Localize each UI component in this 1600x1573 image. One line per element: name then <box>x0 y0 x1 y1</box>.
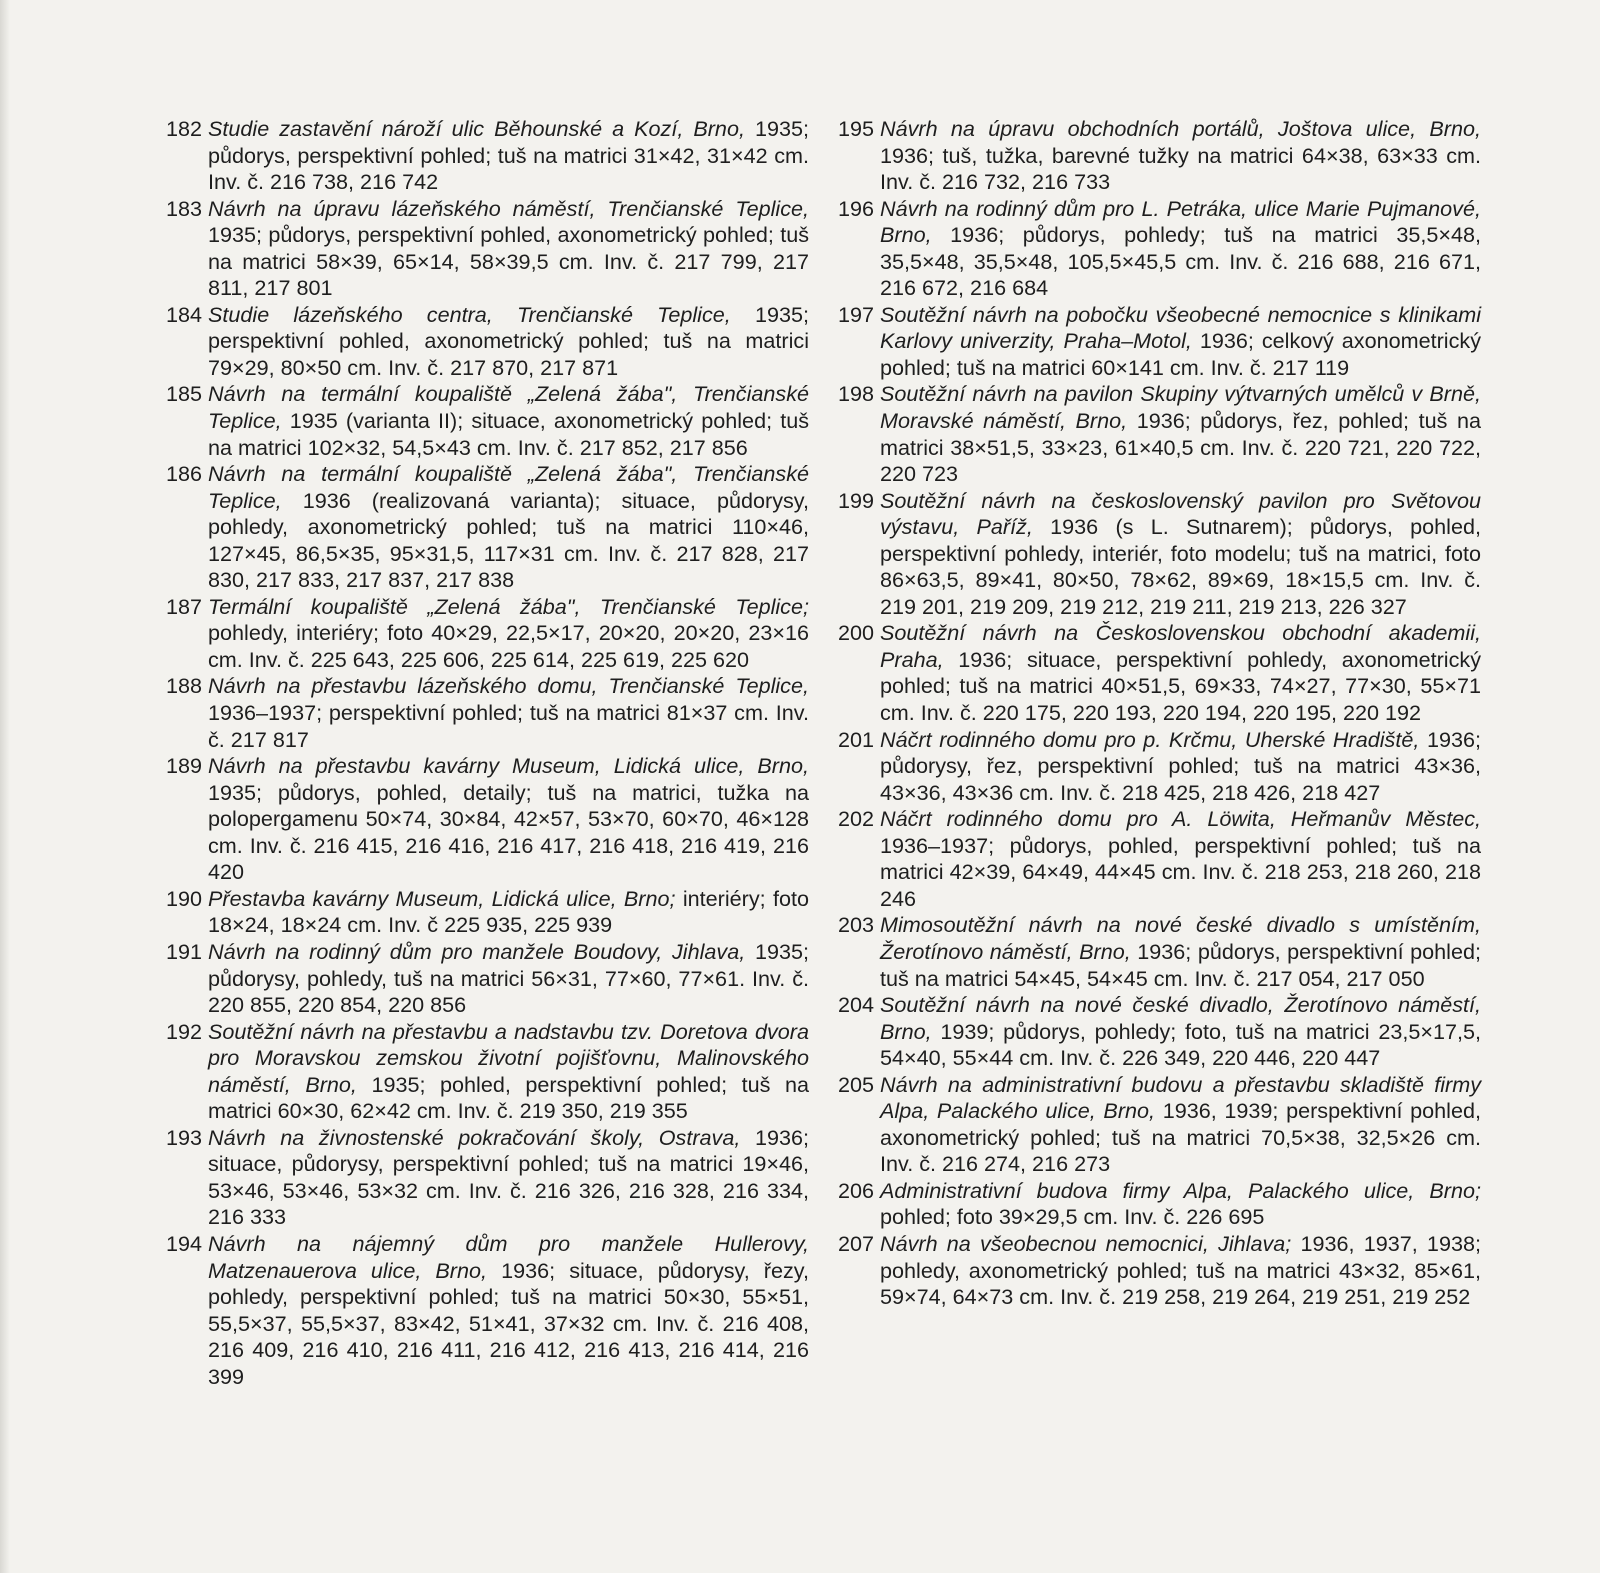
entry-title: Návrh na termální koupaliště „Zelená žába", Trenčianské Teplice, <box>208 461 809 513</box>
entry-title: Studie zastavění nároží ulic Běhounské a Kozí, Brno, <box>208 116 745 141</box>
catalog-entry <box>838 620 1481 726</box>
entry-title: Návrh na úpravu lázeňského náměstí, Trenčianské Teplice, <box>208 195 809 221</box>
entry-title: Návrh na nájemný dům pro manžele Hullerovy, Matzenauerova ulice, Brno, <box>208 1230 809 1283</box>
catalog-entry <box>838 806 1481 912</box>
entry-number: 194 <box>166 1230 203 1256</box>
entry-description: 1935; půdorysy, pohledy, tuš na matrici 56×31, 77×60, 77×61. Inv. č. 220 855, 220 854, 220 856 <box>208 938 809 1018</box>
entry-description: 1936 (realizovaná varianta); situace, půdorysy, pohledy, axonometrický pohled; tuš na matrici 110×46, 127×45, 86,5×35, 95×31,5, 117×31 cm. Inv. č. 217 828, 217 830, 217 833, 217 837, 217 838 <box>208 487 809 593</box>
catalog-column-right <box>838 116 1481 1311</box>
entry-description: 1936; tuš, tužka, barevné tužky na matrici 64×38, 63×33 cm. Inv. č. 216 732, 216 733 <box>880 142 1481 195</box>
catalog-entry <box>838 1072 1481 1178</box>
entry-title: Administrativní budova firmy Alpa, Palackého ulice, Brno; <box>880 1177 1481 1203</box>
catalog-entry <box>838 302 1481 382</box>
entry-title: Návrh na termální koupaliště „Zelená žába", Trenčianské Teplice, <box>208 381 809 434</box>
catalog-entry <box>166 1019 809 1125</box>
entry-title: Soutěžní návrh na Československou obchodní akademii, Praha, <box>880 620 1481 672</box>
entry-description: interiéry; foto 18×24, 18×24 cm. Inv. č 225 935, 225 939 <box>208 885 809 938</box>
catalog-entry <box>838 196 1481 302</box>
entry-title: Termální koupaliště „Zelená žába", Trenčianské Teplice; <box>208 593 809 619</box>
entry-title: Studie lázeňského centra, Trenčianské Teplice, <box>208 301 731 327</box>
catalog-entry <box>838 727 1481 807</box>
entry-number: 186 <box>166 461 203 487</box>
entry-description: 1936; půdorysy, řez, perspektivní pohled; tuš na matrici 43×36, 43×36, 43×36 cm. Inv. č. 218 425, 218 426, 218 427 <box>880 726 1481 805</box>
entry-number: 206 <box>838 1177 875 1203</box>
entry-title: Mimosoutěžní návrh na nové české divadlo s umístěním, Žerotínovo náměstí, Brno, <box>880 912 1481 964</box>
entry-description: pohledy, interiéry; foto 40×29, 22,5×17, 20×20, 20×20, 23×16 cm. Inv. č. 225 643, 225 606, 225 614, 225 619, 225 620 <box>208 620 809 672</box>
entry-title: Návrh na živnostenské pokračování školy, Ostrava, <box>208 1124 741 1150</box>
entry-description: 1936; situace, perspektivní pohledy, axonometrický pohled; tuš na matrici 40×51,5, 69×33, 74×27, 77×30, 55×71 cm. Inv. č. 220 175, 220 193, 220 194, 220 195, 220 192 <box>880 646 1481 726</box>
entry-description: 1936; půdorys, perspektivní pohled; tuš na matrici 54×45, 54×45 cm. Inv. č. 217 054, 217 050 <box>880 938 1481 991</box>
entry-description: 1935; půdorys, perspektivní pohled, axonometrický pohled; tuš na matrici 58×39, 65×14, 58×39,5 cm. Inv. č. 217 799, 217 811, 217 801 <box>208 222 809 301</box>
catalog-entry <box>838 992 1481 1072</box>
entry-number: 203 <box>838 912 875 938</box>
catalog-entry <box>166 461 809 594</box>
entry-description: 1936; situace, půdorysy, řezy, pohledy, perspektivní pohled; tuš na matrici 50×30, 55×51, 55,5×37, 55,5×37, 83×42, 51×41, 37×32 cm. Inv. č. 216 408, 216 409, 216 410, 216 411, 216 412, 216 413, 216 414, 216 399 <box>208 1257 809 1389</box>
catalog-entry <box>838 488 1481 621</box>
entry-description: pohled; foto 39×29,5 cm. Inv. č. 226 695 <box>880 1204 1265 1230</box>
catalog-entry <box>838 116 1481 196</box>
entry-number: 199 <box>838 487 875 513</box>
catalog-entry <box>166 594 809 674</box>
entry-title: Návrh na přestavbu lázeňského domu, Trenčianské Teplice, <box>208 673 809 699</box>
entry-number: 207 <box>838 1230 875 1256</box>
entry-description: 1936; celkový axonometrický pohled; tuš na matrici 60×141 cm. Inv. č. 217 119 <box>880 328 1481 380</box>
entry-description: 1935; perspektivní pohled, axonometrický pohled; tuš na matrici 79×29, 80×50 cm. Inv. č. 217 870, 217 871 <box>208 301 809 380</box>
entry-title: Soutěžní návrh na pavilon Skupiny výtvarných umělců v Brně, Moravské náměstí, Brno, <box>880 381 1481 434</box>
catalog-entry <box>166 753 809 886</box>
entry-number: 183 <box>166 195 203 221</box>
entry-number: 196 <box>838 195 875 221</box>
entry-number: 192 <box>166 1018 203 1044</box>
catalog-entry <box>166 1125 809 1231</box>
entry-number: 197 <box>838 301 875 327</box>
catalog-entry <box>166 196 809 302</box>
entry-description: 1936–1937; půdorys, pohled, perspektivní pohled; tuš na matrici 42×39, 64×49, 44×45 cm. Inv. č. 218 253, 218 260, 218 246 <box>880 832 1481 911</box>
entry-number: 200 <box>838 620 875 646</box>
entry-title: Soutěžní návrh na přestavbu a nadstavbu tzv. Doretova dvora pro Moravskou zemskou životní pojišťovnu, Malinovského náměstí, Brno, <box>208 1018 809 1097</box>
entry-description: 1936; půdorys, řez, pohled; tuš na matrici 38×51,5, 33×23, 61×40,5 cm. Inv. č. 220 721, 220 722, 220 723 <box>880 408 1481 487</box>
catalog-entry <box>838 381 1481 487</box>
entry-number: 184 <box>166 301 203 327</box>
entry-description: 1935 (varianta II); situace, axonometrický pohled; tuš na matrici 102×32, 54,5×43 cm. Inv. č. 217 852, 217 856 <box>208 408 809 460</box>
entry-number: 205 <box>838 1071 875 1097</box>
entry-number: 188 <box>166 673 203 699</box>
catalog-entry <box>838 1178 1481 1231</box>
page-edge-shadow <box>0 0 10 1573</box>
entry-number: 204 <box>838 992 875 1018</box>
entry-title: Soutěžní návrh na pobočku všeobecné nemocnice s klinikami Karlovy univerzity, Praha–Motol, <box>880 301 1481 354</box>
entry-description: 1935; pohled, perspektivní pohled; tuš na matrici 60×30, 62×42 cm. Inv. č. 219 350, 219 355 <box>208 1071 809 1124</box>
entry-title: Návrh na přestavbu kavárny Museum, Lidická ulice, Brno, <box>208 753 809 779</box>
catalog-entry <box>166 673 809 753</box>
entry-title: Návrh na administrativní budovu a přestavbu skladiště firmy Alpa, Palackého ulice, Brno, <box>880 1071 1481 1124</box>
entry-number: 202 <box>838 806 875 832</box>
catalog-entry <box>166 116 809 196</box>
entry-number: 187 <box>166 593 203 619</box>
catalog-entry <box>838 912 1481 992</box>
catalog-entry <box>166 381 809 461</box>
entry-description: 1936; půdorys, pohledy; tuš na matrici 35,5×48, 35,5×48, 35,5×48, 105,5×45,5 cm. Inv. č. 216 688, 216 671, 216 672, 216 684 <box>880 222 1481 301</box>
entry-description: 1935; půdorys, pohled, detaily; tuš na matrici, tužka na polopergamenu 50×74, 30×84, 42×57, 53×70, 60×70, 46×128 cm. Inv. č. 216 415, 216 416, 216 417, 216 418, 216 419, 216 420 <box>208 779 809 885</box>
entry-number: 191 <box>166 938 203 964</box>
entry-description: 1936, 1939; perspektivní pohled, axonometrický pohled; tuš na matrici 70,5×38, 32,5×26 cm. Inv. č. 216 274, 216 273 <box>880 1098 1481 1177</box>
entry-description: 1939; půdorys, pohledy; foto, tuš na matrici 23,5×17,5, 54×40, 55×44 cm. Inv. č. 226 349, 220 446, 220 447 <box>880 1018 1481 1071</box>
entry-number: 198 <box>838 381 875 407</box>
catalog-entry <box>166 302 809 382</box>
entry-title: Náčrt rodinného domu pro A. Löwita, Heřmanův Městec, <box>880 806 1481 832</box>
entry-title: Návrh na rodinný dům pro manžele Boudovy, Jihlava, <box>208 938 746 964</box>
entry-title: Přestavba kavárny Museum, Lidická ulice, Brno; <box>208 885 676 911</box>
entry-number: 201 <box>838 726 875 752</box>
catalog-entry <box>166 1231 809 1390</box>
entry-description: 1936; situace, půdorysy, perspektivní pohled; tuš na matrici 19×46, 53×46, 53×46, 53×32 cm. Inv. č. 216 326, 216 328, 216 334, 216 333 <box>208 1124 809 1230</box>
entry-description: 1935; půdorys, perspektivní pohled; tuš na matrici 31×42, 31×42 cm. Inv. č. 216 738, 216 742 <box>208 116 809 195</box>
entry-number: 182 <box>166 116 203 141</box>
entry-description: 1936–1937; perspektivní pohled; tuš na matrici 81×37 cm. Inv. č. 217 817 <box>208 700 809 752</box>
entry-number: 193 <box>166 1124 203 1150</box>
entry-number: 190 <box>166 885 203 911</box>
entry-title: Soutěžní návrh na nové české divadlo, Žerotínovo náměstí, Brno, <box>880 992 1481 1044</box>
entry-number: 185 <box>166 381 203 407</box>
entry-title: Náčrt rodinného domu pro p. Krčmu, Uherské Hradiště, <box>880 726 1420 752</box>
entry-number: 189 <box>166 753 203 779</box>
entry-title: Soutěžní návrh na československý pavilon pro Světovou výstavu, Paříž, <box>880 487 1481 540</box>
catalog-column-left <box>166 116 809 1390</box>
catalog-entry <box>166 886 809 939</box>
entry-title: Návrh na úpravu obchodních portálů, Joštova ulice, Brno, <box>880 116 1481 141</box>
entry-description: 1936 (s L. Sutnarem); půdorys, pohled, perspektivní pohledy, interiér, foto modelu; tuš na matrici, foto 86×63,5, 89×41, 80×50, 78×62, 89×69, 18×15,5 cm. Inv. č. 219 201, 219 209, 219 212, 219 211, 219 213, 226 327 <box>880 514 1481 619</box>
entry-description: 1936, 1937, 1938; pohledy, axonometrický pohled; tuš na matrici 43×32, 85×61, 59×74, 64×73 cm. Inv. č. 219 258, 219 264, 219 251, 219 252 <box>880 1230 1481 1310</box>
entry-title: Návrh na všeobecnou nemocnici, Jihlava; <box>880 1230 1292 1256</box>
entry-number: 195 <box>838 116 875 141</box>
catalog-entry <box>838 1231 1481 1311</box>
entry-title: Návrh na rodinný dům pro L. Petráka, ulice Marie Pujmanové, Brno, <box>880 195 1481 248</box>
catalog-entry <box>166 939 809 1019</box>
